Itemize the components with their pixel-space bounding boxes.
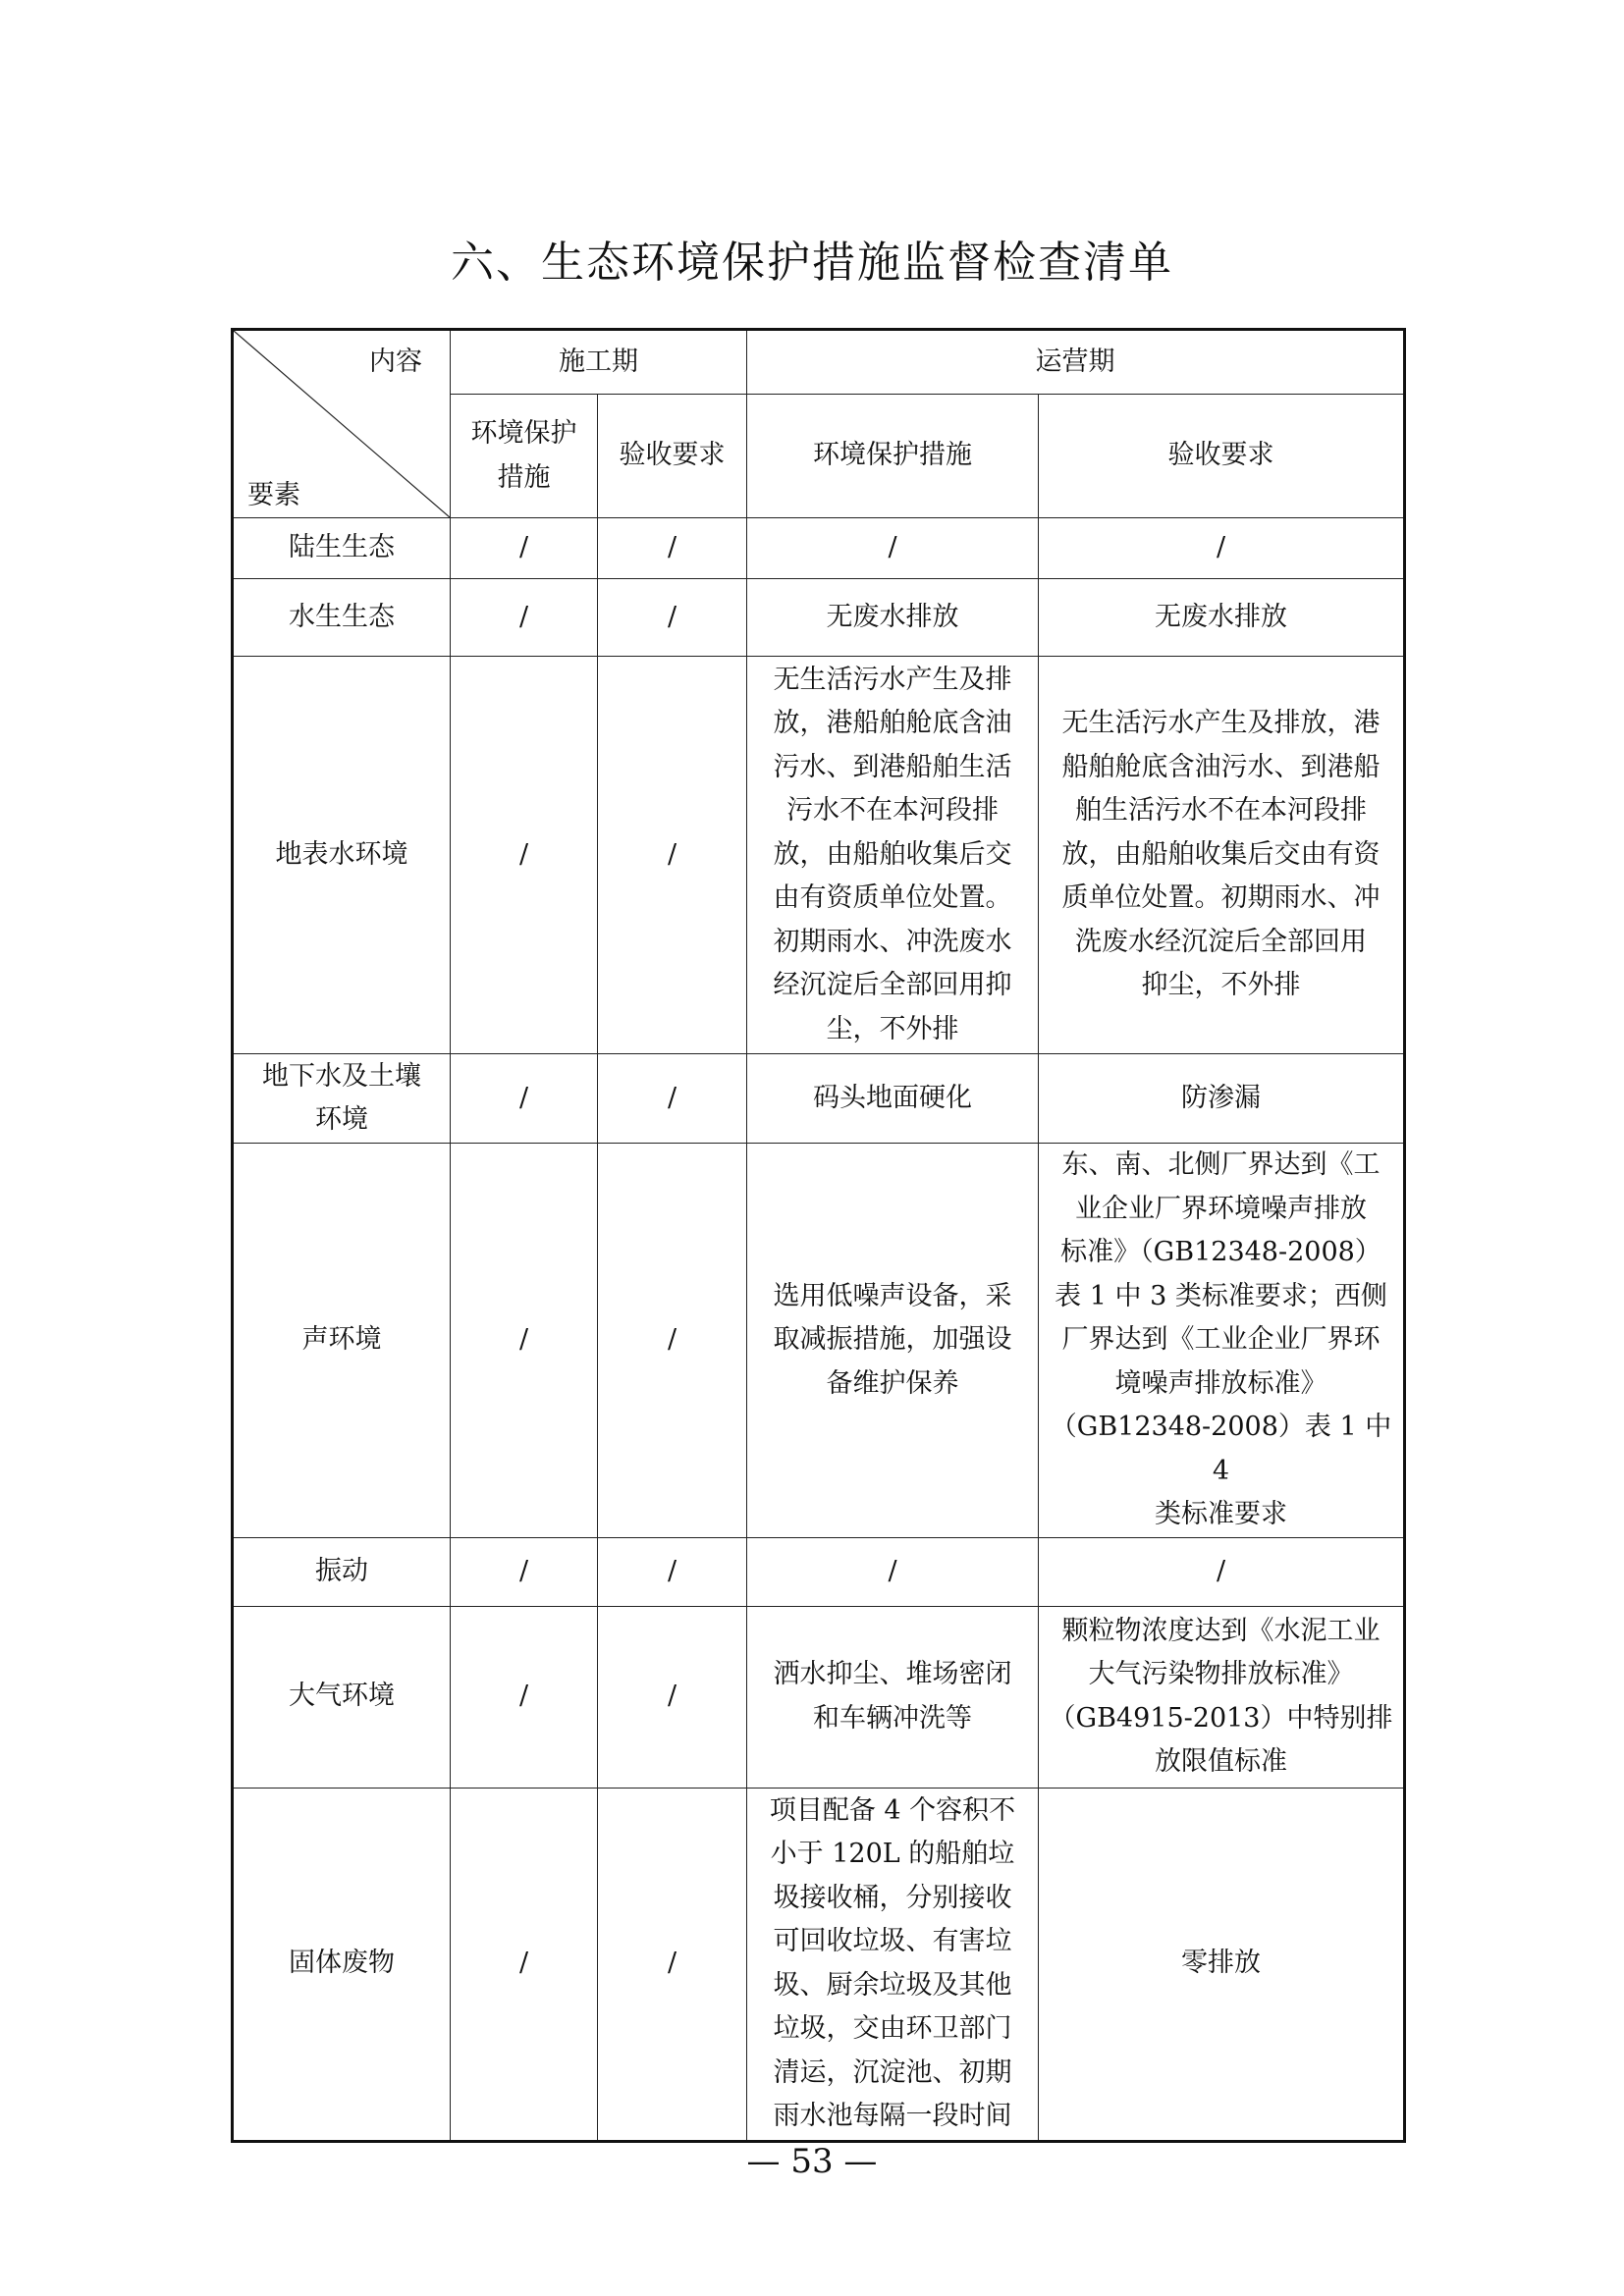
table-row (233, 579, 1405, 657)
construction-measures-cell: / (451, 518, 598, 579)
operation-measures-cell: 无生活污水产生及排 放，港船舶舱底含油 污水、到港船舶生活 污水不在本河段排 放，由船舶收集后交 由有资质单位处置。 初期雨水、冲洗废水 经沉淀后全部回用抑 尘，不外排 (747, 657, 1039, 1054)
table-row (233, 518, 1405, 579)
operation-measures-cell: 洒水抑尘、堆场密闭 和车辆冲洗等 (747, 1606, 1039, 1788)
construction-measures-cell: / (451, 657, 598, 1054)
construction-measures-cell: / (451, 1144, 598, 1538)
header-construction-measures: 环境保护 措施 (451, 395, 598, 518)
header-operation-measures: 环境保护措施 (747, 395, 1039, 518)
operation-measures-cell: 项目配备 4 个容积不 小于 120L 的船舶垃 圾接收桶，分别接收 可回收垃圾、有害垃 圾、厨余垃圾及其他 垃圾，交由环卫部门 清运，沉淀池、初期 雨水池每隔一段时间 (747, 1788, 1039, 2141)
header-element-label: 要素 (247, 480, 300, 510)
construction-measures-cell: / (451, 1537, 598, 1606)
element-cell: 声环境 (233, 1144, 451, 1538)
header-corner-cell (233, 330, 451, 518)
header-construction-acceptance: 验收要求 (598, 395, 747, 518)
operation-measures-cell: 码头地面硬化 (747, 1054, 1039, 1144)
element-cell: 固体废物 (233, 1788, 451, 2141)
page-number: — 53 — (746, 2142, 878, 2181)
construction-acceptance-cell: / (598, 1788, 747, 2141)
operation-acceptance-cell: / (1039, 1537, 1405, 1606)
construction-acceptance-cell: / (598, 1144, 747, 1538)
element-cell: 大气环境 (233, 1606, 451, 1788)
construction-measures-cell: / (451, 1054, 598, 1144)
construction-acceptance-cell: / (598, 657, 747, 1054)
page-title: 六、生态环境保护措施监督检查清单 (451, 238, 1173, 288)
operation-acceptance-cell: 东、南、北侧厂界达到《工 业企业厂界环境噪声排放 标准》（GB12348-2008） 表 1 中 3 类标准要求；西侧 厂界达到《工业企业厂界环 境噪声排放标准》 （GB12348-2008）表 1 中 4 类标准要求 (1039, 1144, 1405, 1538)
element-cell: 陆生生态 (233, 518, 451, 579)
construction-acceptance-cell: / (598, 1606, 747, 1788)
operation-measures-cell: 选用低噪声设备，采 取减振措施，加强设 备维护保养 (747, 1144, 1039, 1538)
element-cell: 地表水环境 (233, 657, 451, 1054)
element-cell: 振动 (233, 1537, 451, 1606)
operation-measures-cell: / (747, 1537, 1039, 1606)
inspection-checklist-table (231, 328, 1406, 2143)
table-row (233, 1537, 1405, 1606)
operation-measures-cell: 无废水排放 (747, 579, 1039, 657)
operation-acceptance-cell: 颗粒物浓度达到《水泥工业 大气污染物排放标准》 （GB4915-2013）中特别排 放限值标准 (1039, 1606, 1405, 1788)
table-row (233, 1788, 1405, 2141)
construction-acceptance-cell: / (598, 1054, 747, 1144)
operation-acceptance-cell: 无生活污水产生及排放，港 船舶舱底含油污水、到港船 舶生活污水不在本河段排 放，由船舶收集后交由有资 质单位处置。初期雨水、冲 洗废水经沉淀后全部回用 抑尘，不外排 (1039, 657, 1405, 1054)
table-row (233, 1054, 1405, 1144)
header-content-label: 内容 (369, 347, 422, 377)
construction-measures-cell: / (451, 1606, 598, 1788)
operation-acceptance-cell: 无废水排放 (1039, 579, 1405, 657)
header-construction-period: 施工期 (451, 330, 747, 395)
construction-measures-cell: / (451, 1788, 598, 2141)
operation-measures-cell: / (747, 518, 1039, 579)
construction-acceptance-cell: / (598, 518, 747, 579)
element-cell: 水生生态 (233, 579, 451, 657)
table-row (233, 657, 1405, 1054)
table-row (233, 1144, 1405, 1538)
construction-measures-cell: / (451, 579, 598, 657)
header-operation-period: 运营期 (747, 330, 1405, 395)
table-row (233, 1606, 1405, 1788)
header-operation-acceptance: 验收要求 (1039, 395, 1405, 518)
construction-acceptance-cell: / (598, 579, 747, 657)
operation-acceptance-cell: / (1039, 518, 1405, 579)
operation-acceptance-cell: 零排放 (1039, 1788, 1405, 2141)
operation-acceptance-cell: 防渗漏 (1039, 1054, 1405, 1144)
construction-acceptance-cell: / (598, 1537, 747, 1606)
element-cell: 地下水及土壤 环境 (233, 1054, 451, 1144)
